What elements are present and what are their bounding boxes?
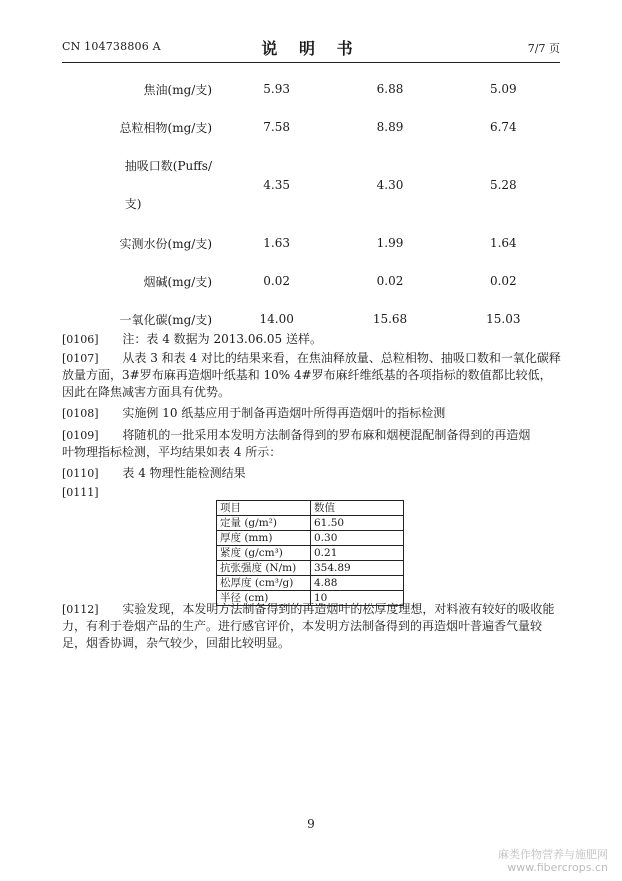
- value-cell: 354.89: [311, 561, 404, 576]
- paragraph-text: 注：表 4 数据为 2013.06.05 送样。: [122, 332, 323, 346]
- paragraph-text: 实验发现，本发明方法制备得到的再造烟叶的松厚度理想，对料液有较好的吸收能: [122, 602, 555, 616]
- value-cell: 5.28: [489, 178, 517, 192]
- value-cell: 0.21: [311, 546, 404, 561]
- item-cell: 半径 (cm): [217, 591, 311, 606]
- row-name-line: 支): [124, 197, 142, 211]
- paragraph-0111: [62, 484, 562, 501]
- value-cell: 4.30: [376, 178, 404, 192]
- paragraph-number: [0111]: [62, 486, 99, 499]
- table-row: [62, 262, 560, 300]
- value-cell: 0.30: [311, 531, 404, 546]
- value-cell: 5.09: [489, 82, 517, 96]
- paragraph-text: 叶物理指标检测，平均结果如表 4 所示：: [62, 445, 282, 459]
- value-cell: 14.00: [259, 312, 294, 326]
- column-header: 项目: [217, 501, 311, 516]
- physical-properties-table: [216, 500, 404, 606]
- table-header-row: [217, 501, 404, 516]
- table-row: [217, 576, 404, 591]
- table-row: [217, 531, 404, 546]
- value-cell: 6.74: [489, 120, 517, 134]
- paragraph-text: 将随机的一批采用本发明方法制备得到的罗布麻和烟梗混配制备得到的再造烟: [122, 428, 531, 442]
- table-row: [62, 224, 560, 262]
- row-name: 实测水份(mg/支): [119, 236, 212, 251]
- paragraph-number: [0112]: [62, 603, 99, 616]
- table-row: [62, 108, 560, 146]
- value-cell: 15.03: [486, 312, 521, 326]
- paragraph-number: [0108]: [62, 407, 99, 420]
- value-cell: 6.88: [376, 82, 404, 96]
- patent-number: CN 104738806 A: [62, 40, 161, 53]
- value-cell: 8.89: [376, 120, 404, 134]
- paragraph-text: 表 4 物理性能检测结果: [122, 466, 246, 480]
- paragraph-text: 力，有利于卷烟产品的生产。进行感官评价，本发明方法制备得到的再造烟叶普遍香气量较: [62, 619, 543, 633]
- value-cell: 61.50: [311, 516, 404, 531]
- table-row: [217, 546, 404, 561]
- table-row: [62, 146, 560, 224]
- value-cell: 1.64: [489, 236, 517, 250]
- table-row: [217, 516, 404, 531]
- document-title: 说 明 书: [261, 39, 361, 58]
- paragraph-number: [0107]: [62, 352, 99, 365]
- watermark-url: www.fibercrops.cn: [507, 861, 608, 874]
- value-cell: 1.99: [376, 236, 404, 250]
- paragraph-0109: [62, 427, 562, 461]
- row-name-wrapped: [125, 147, 212, 223]
- watermark: [498, 848, 608, 874]
- row-name: 一氧化碳(mg/支): [119, 312, 212, 327]
- value-cell: 5.93: [263, 82, 291, 96]
- watermark-text: 麻类作物营养与施肥网: [498, 848, 608, 861]
- paragraph-0107: [62, 350, 562, 401]
- paragraph-0108: [62, 405, 562, 422]
- comparison-table: [62, 70, 560, 338]
- row-name: 烟碱(mg/支): [143, 274, 212, 289]
- paragraph-0110: [62, 465, 562, 482]
- value-cell: 7.58: [263, 120, 291, 134]
- item-cell: 紧度 (g/cm³): [217, 546, 311, 561]
- page-header: [62, 36, 560, 60]
- item-cell: 松厚度 (cm³/g): [217, 576, 311, 591]
- page-number: 9: [307, 817, 315, 831]
- table-row: [62, 70, 560, 108]
- paragraph-0112: [62, 601, 562, 652]
- row-name: [62, 146, 220, 224]
- value-cell: 4.35: [263, 178, 291, 192]
- value-cell: 10: [311, 591, 404, 606]
- paragraph-text: 放量方面，3#罗布麻再造烟叶纸基和 10% 4#罗布麻纤维纸基的各项指标的数值都比较低，: [62, 368, 552, 382]
- paragraph-text: 实施例 10 纸基应用于制备再造烟叶所得再造烟叶的指标检测: [122, 406, 446, 420]
- item-cell: 厚度 (mm): [217, 531, 311, 546]
- value-cell: 4.88: [311, 576, 404, 591]
- paragraph-text: 从表 3 和表 4 对比的结果来看，在焦油释放量、总粒相物、抽吸口数和一氧化碳释: [122, 351, 561, 365]
- column-header: 数值: [311, 501, 404, 516]
- page-info: 7/7 页: [527, 42, 560, 55]
- paragraph-number: [0109]: [62, 429, 99, 442]
- row-name-line: 抽吸口数(Puffs/: [124, 159, 212, 173]
- paragraph-text: 足，烟香协调，杂气较少，回甜比较明显。: [62, 636, 291, 650]
- item-cell: 定量 (g/m²): [217, 516, 311, 531]
- paragraph-number: [0106]: [62, 333, 99, 346]
- value-cell: 15.68: [372, 312, 408, 326]
- row-name: 焦油(mg/支): [143, 82, 212, 97]
- paragraph-number: [0110]: [62, 467, 99, 480]
- value-cell: 0.02: [263, 274, 291, 288]
- value-cell: 1.63: [263, 236, 291, 250]
- row-name: 总粒相物(mg/支): [119, 120, 212, 135]
- value-cell: 0.02: [376, 274, 404, 288]
- paragraph-text: 因此在降焦减害方面具有优势。: [62, 385, 231, 399]
- value-cell: 0.02: [489, 274, 517, 288]
- header-divider: [62, 62, 560, 63]
- table-row: [217, 561, 404, 576]
- paragraph-0106: [62, 331, 562, 348]
- item-cell: 抗张强度 (N/m): [217, 561, 311, 576]
